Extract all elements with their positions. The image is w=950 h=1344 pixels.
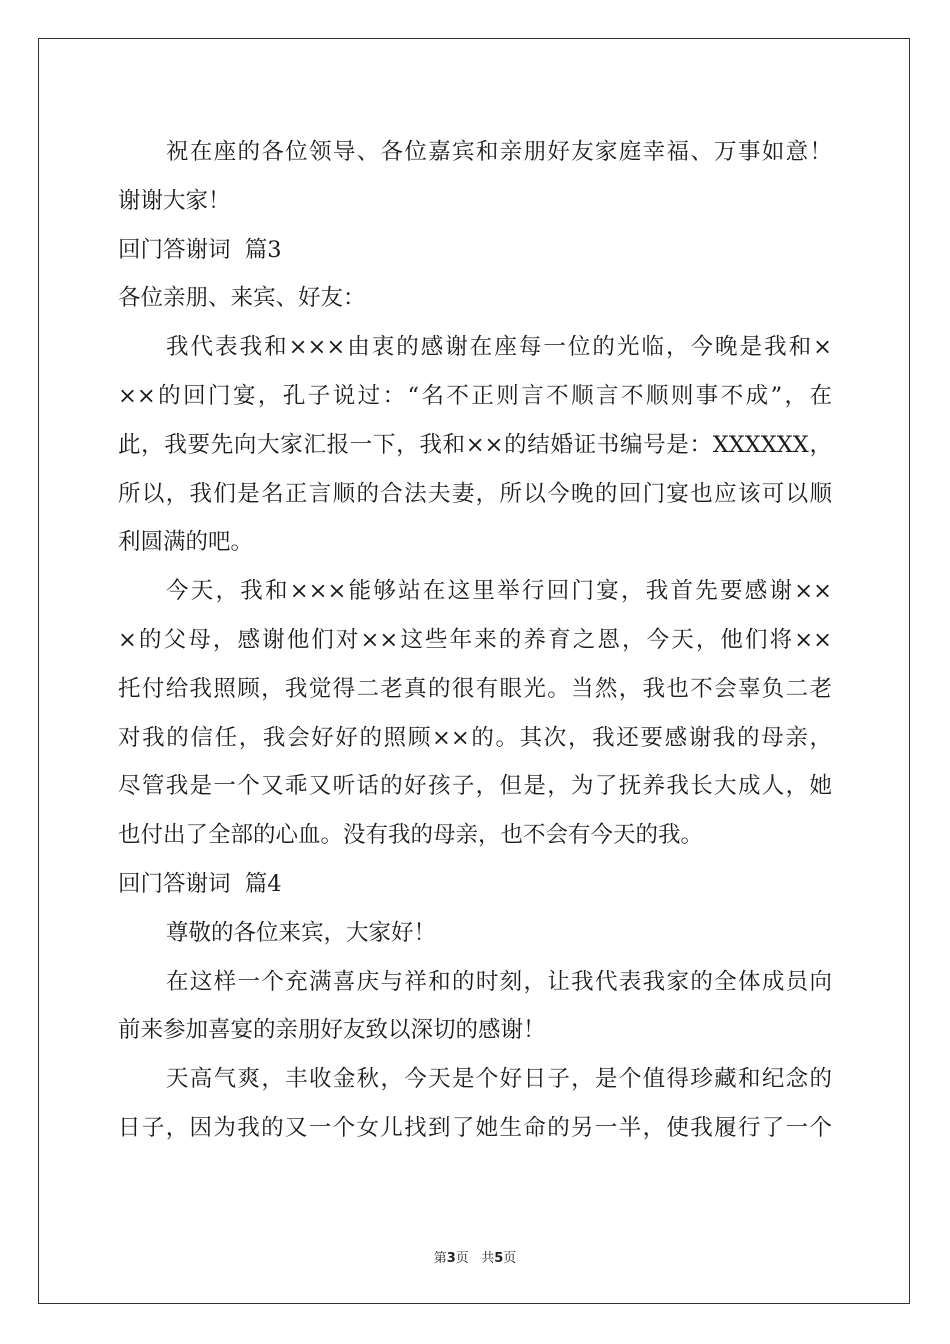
text-line: 对我的信任，我会好好的照顾××的。其次，我还要感谢我的母亲， xyxy=(118,724,832,751)
text-line: 天高气爽，丰收金秋，今天是个好日子，是个值得珍藏和纪念的 xyxy=(166,1066,832,1093)
salutation: 各位亲朋、来宾、好友： xyxy=(118,285,366,312)
total-page-count: 5 xyxy=(494,1251,504,1266)
text-line: 前来参加喜宴的亲朋好友致以深切的感谢！ xyxy=(118,1017,546,1044)
text-line: 谢谢大家！ xyxy=(118,187,231,214)
section-heading: 回门答谢词 篇3 xyxy=(118,236,282,263)
salutation: 尊敬的各位来宾，大家好！ xyxy=(166,919,437,946)
text-line: 在这样一个充满喜庆与祥和的时刻，让我代表我家的全体成员向 xyxy=(166,968,832,995)
text-line: 我代表我和×××由衷的感谢在座每一位的光临，今晚是我和× xyxy=(166,334,832,361)
section-heading: 回门答谢词 篇4 xyxy=(118,870,282,897)
text-line: 今天，我和×××能够站在这里举行回门宴，我首先要感谢×× xyxy=(166,578,832,605)
footer-total-unit: 页 xyxy=(503,1251,517,1266)
footer-prefix: 第 xyxy=(433,1251,447,1266)
text-line: 也付出了全部的心血。没有我的母亲，也不会有今天的我。 xyxy=(118,822,704,849)
text-line: ×的父母，感谢他们对××这些年来的养育之恩，今天，他们将×× xyxy=(118,626,832,653)
text-line: 日子，因为我的又一个女儿找到了她生命的另一半，使我履行了一个 xyxy=(118,1114,832,1141)
footer-page-unit: 页 xyxy=(455,1251,469,1266)
text-line: 尽管我是一个又乖又听话的好孩子，但是，为了抚养我长大成人，她 xyxy=(118,773,832,800)
text-line: 利圆满的吧。 xyxy=(118,529,254,556)
page-number-footer xyxy=(0,1247,950,1266)
text-line: 此，我要先向大家汇报一下，我和××的结婚证书编号是：XXXXXX， xyxy=(118,431,832,458)
text-line: 祝在座的各位领导、各位嘉宾和亲朋好友家庭幸福、万事如意！ xyxy=(166,139,832,165)
footer-total-prefix: 共 xyxy=(481,1251,495,1266)
text-line: 托付给我照顾，我觉得二老真的很有眼光。当然，我也不会辜负二老 xyxy=(118,675,832,702)
text-line: 所以，我们是名正言顺的合法夫妻，所以今晚的回门宴也应该可以顺 xyxy=(118,480,832,507)
current-page-number: 3 xyxy=(446,1251,456,1266)
document-body xyxy=(118,128,832,1153)
text-line: ××的回门宴，孔子说过：“名不正则言不顺言不顺则事不成”，在 xyxy=(118,382,832,409)
